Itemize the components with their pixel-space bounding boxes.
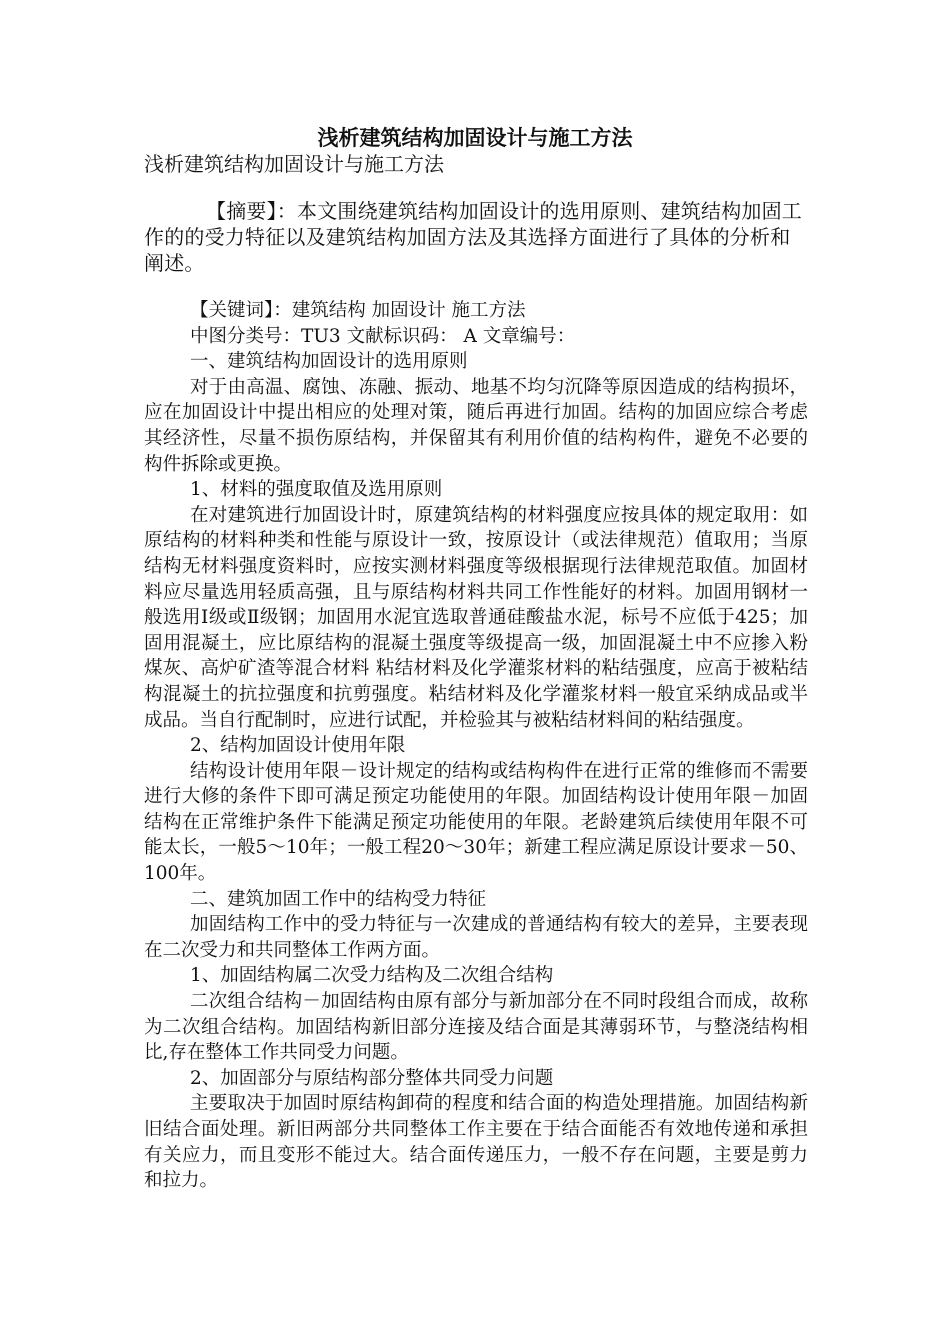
subsection-heading: 1、材料的强度取值及选用原则: [190, 479, 443, 501]
body-paragraph: 结构设计使用年限－设计规定的结构或结构构件在进行正常的维修而不需要进行大修的条件下即可满足预定功能使用的年限。加固结构设计使用年限－加固结构在正常维护条件下能满足预定功能使用的年限。老龄建筑后续使用年限不可能太长，一般5～10年；一般工程20～30年；新建工程应满足原设计要求－50、100年。: [144, 760, 808, 885]
document-body: [144, 298, 808, 1194]
document-title: 浅析建筑结构加固设计与施工方法: [317, 125, 633, 150]
body-paragraph: 二次组合结构－加固结构由原有部分与新加部分在不同时段组合而成，故称为二次组合结构。加固结构新旧部分连接及结合面是其薄弱环节，与整浇结构相比,存在整体工作共同受力问题。: [144, 991, 808, 1064]
subsection-heading: 1、加固结构属二次受力结构及二次组合结构: [190, 965, 554, 987]
subsection-heading: 2、结构加固设计使用年限: [190, 735, 406, 757]
keywords-line: 【关键词】：建筑结构 加固设计 施工方法: [190, 300, 526, 321]
classification-line: 中图分类号：TU3 文献标识码： A 文章编号：: [190, 325, 576, 347]
body-paragraph: 对于由高温、腐蚀、冻融、振动、地基不均匀沉降等原因造成的结构损坏，应在加固设计中提出相应的处理对策，随后再进行加固。结构的加固应综合考虑其经济性，尽量不损伤原结构，并保留其有利用价值的结构构件，避免不必要的构件拆除或更换。: [144, 376, 808, 475]
abstract-paragraph: 【摘要】：本文围绕建筑结构加固设计的选用原则、建筑结构加固工作的的受力特征以及建筑结构加固方法及其选择方面进行了具体的分析和阐述。: [144, 199, 802, 275]
body-paragraph: 在对建筑进行加固设计时，原建筑结构的材料强度应按具体的规定取用：如原结构的材料种类和性能与原设计一致，按原设计（或法律规范）值取用；当原结构无材料强度资料时，应按实测材料强度等级根据现行法律规范取值。加固材料应尽量选用轻质高强，且与原结构材料共同工作性能好的材料。加固用钢材一般选用Ⅰ级或Ⅱ级钢；加固用水泥宜选取普通硅酸盐水泥，标号不应低于425；加固用混凝土，应比原结构的混凝土强度等级提高一级，加固混凝土中不应掺入粉煤灰、高炉矿渣等混合材料 粘结材料及化学灌浆材料的粘结强度，应高于被粘结构混凝土的抗拉强度和抗剪强度。粘结材料及化学灌浆材料一般宜采纳成品或半成品。当自行配制时，应进行试配，并检验其与被粘结材料间的粘结强度。: [144, 504, 808, 731]
body-paragraph: 加固结构工作中的受力特征与一次建成的普通结构有较大的差异，主要表现在二次受力和共同整体工作两方面。: [144, 914, 808, 961]
body-paragraph: 主要取决于加固时原结构卸荷的程度和结合面的构造处理措施。加固结构新旧结合面处理。新旧两部分共同整体工作主要在于结合面能否有效地传递和承担有关应力，而且变形不能过大。结合面传递压力，一般不存在问题，主要是剪力和拉力。: [144, 1093, 808, 1192]
subsection-heading: 2、加固部分与原结构部分整体共同受力问题: [190, 1067, 554, 1089]
section-heading: 二、建筑加固工作中的结构受力特征: [190, 888, 487, 910]
document-subtitle: 浅析建筑结构加固设计与施工方法: [144, 152, 444, 176]
section-heading: 一、建筑结构加固设计的选用原则: [190, 351, 468, 373]
